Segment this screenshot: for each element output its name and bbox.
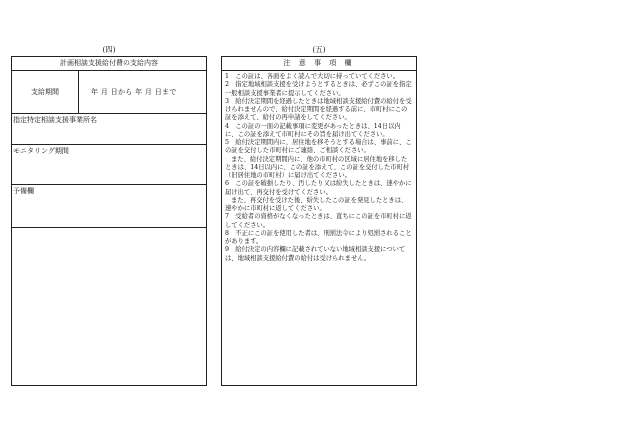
period-row	[12, 71, 206, 114]
left-panel	[11, 56, 207, 386]
notes-list	[222, 71, 416, 263]
note-item: また、再交付を受けた後、紛失したこの証を発見したときは、速やかに市町村に返してください。	[225, 196, 408, 212]
period-label: 支給期間	[12, 71, 79, 113]
note-item: 2 指定地域相談支援を受けようとするときは、必ずこの証を指定一般相談支援事業者に提示してください。	[225, 81, 412, 97]
left-panel-title: 計画相談支援給付費の支給内容	[12, 57, 206, 71]
note-item: 4 この証の一面の記載事項に変更があったときは、14日以内に、この証を添えて市町村にその旨を届け出てください。	[225, 122, 401, 138]
right-panel	[221, 56, 417, 386]
note-item: 3 給付決定期間を経過したときは地域相談支援給付費の給付を受けられませんので、給付決定期間を経過する前に、市町村にこの証を添えて、給付の再申請をしてください。	[225, 97, 412, 122]
note-item: 8 不正にこの証を使用した者は、刑罰法令により処罰されることがあります。	[225, 229, 412, 245]
facility-name-field: 指定特定相談支援事業所名	[12, 114, 206, 145]
note-item: 9 給付決定の内容欄に記載されていない地域相談支援については、地域相談支援給付費の給付は受けられません。	[225, 246, 406, 262]
note-item: 5 給付決定期間内に、居住地を移そうとする場合は、事前に、この証を交付した市町村にご連絡、ご相談ください。	[225, 139, 412, 155]
period-value: 年 月 日から 年 月 日まで	[91, 88, 177, 96]
monitoring-period-field: モニタリング期間	[12, 145, 206, 185]
note-item: 1 この証は、各面をよく読んで大切に持っていてください。	[225, 73, 400, 80]
note-item: 7 受給者の資格がなくなったときは、直ちにこの証を市町村に返してください。	[225, 213, 412, 229]
note-item: また、給付決定期間内に、他の市町村の区域に居住地を移したときは、14日以内に、この証を添えて、この証を交付した市町村（旧居住地の市町村）に届け出てください。	[225, 155, 410, 179]
note-item: 6 この証を破損したり、汚したり又は紛失したときは、速やかに届け出て、再交付を受けてください。	[225, 180, 412, 196]
left-panel-label: (四)	[102, 45, 116, 54]
reserve-field: 予備欄	[12, 185, 206, 228]
right-panel-label: (五)	[312, 45, 326, 54]
notes-title: 注 意 事 項 欄	[222, 57, 416, 71]
